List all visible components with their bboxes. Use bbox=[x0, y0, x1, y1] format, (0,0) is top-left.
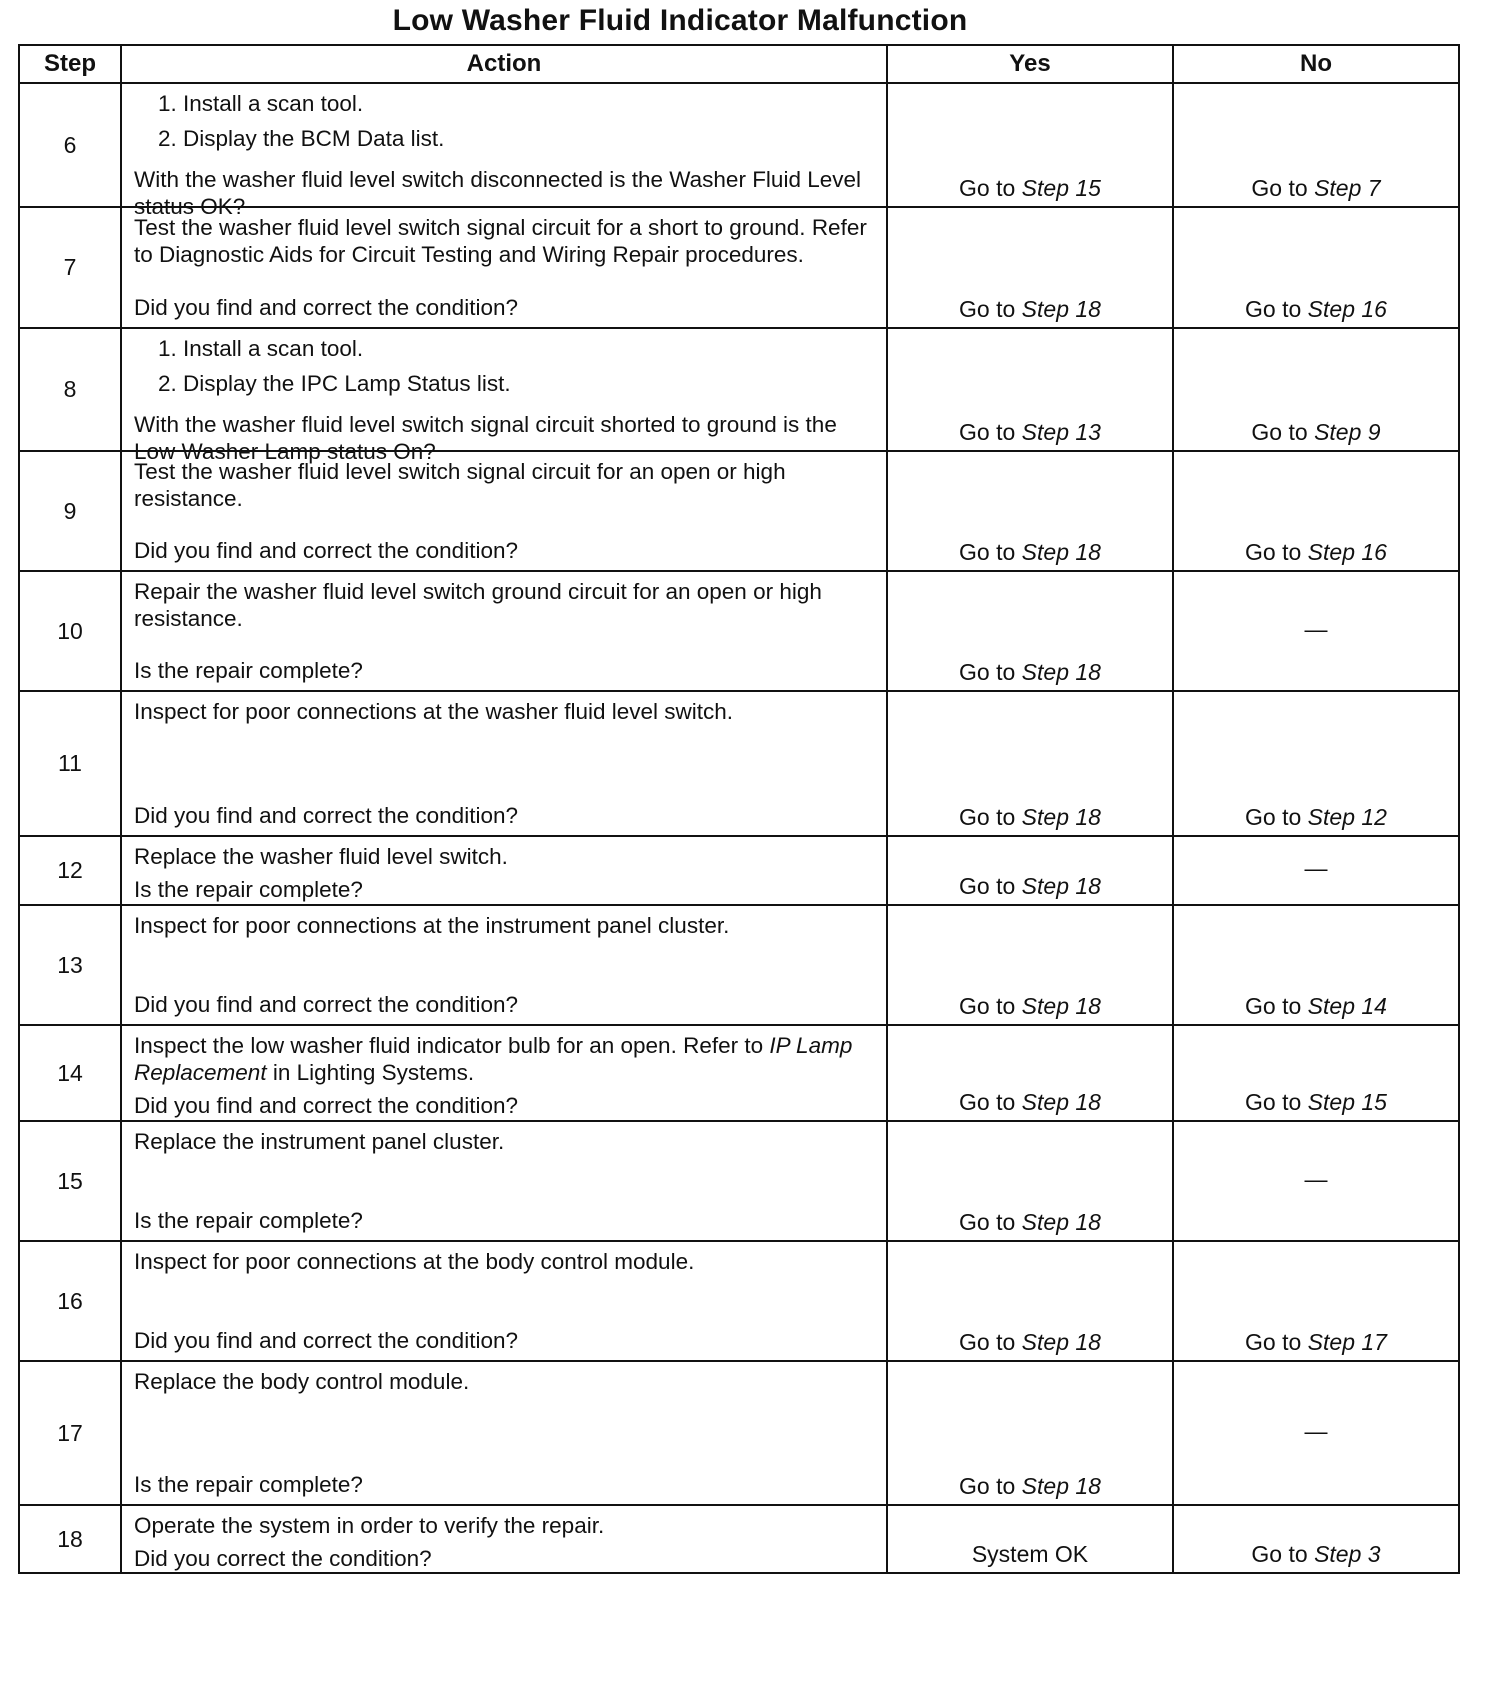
step-number-text: 11 bbox=[58, 750, 82, 776]
action-instructions bbox=[134, 335, 874, 405]
go-to-reference bbox=[959, 993, 1101, 1019]
numbered-step: 2. Display the IPC Lamp Status list. bbox=[158, 371, 511, 396]
action-cell bbox=[121, 905, 887, 1025]
dash-mark: — bbox=[1304, 1165, 1328, 1192]
action-cell bbox=[121, 571, 887, 691]
yes-outcome bbox=[887, 207, 1173, 328]
step-number-text: 17 bbox=[57, 1419, 83, 1446]
table-row bbox=[19, 328, 1459, 451]
question-text: With the washer fluid level switch signal circuit shorted to ground is the Low Washer Lamp status On? bbox=[134, 412, 837, 464]
go-to-label: Go to bbox=[1245, 1089, 1302, 1115]
step-reference: Step 18 bbox=[1021, 1329, 1101, 1355]
action-content bbox=[134, 698, 874, 829]
table-row bbox=[19, 691, 1459, 836]
go-to-label: Go to bbox=[1251, 1541, 1308, 1567]
step-reference: Step 18 bbox=[1021, 1209, 1101, 1235]
go-to-label: Go to bbox=[959, 1209, 1016, 1235]
question-text: Is the repair complete? bbox=[134, 1472, 363, 1497]
action-instructions bbox=[134, 1512, 874, 1539]
yes-outcome bbox=[887, 1361, 1173, 1505]
step-reference: Step 18 bbox=[1021, 1473, 1101, 1499]
diagnostic-table bbox=[18, 44, 1460, 1574]
no-outcome bbox=[1173, 1361, 1459, 1505]
action-instructions bbox=[134, 214, 874, 268]
go-to-reference bbox=[1251, 419, 1380, 445]
action-cell bbox=[121, 1121, 887, 1241]
step-number bbox=[19, 207, 121, 328]
go-to-label: Go to bbox=[959, 659, 1016, 685]
question-text: Did you find and correct the condition? bbox=[134, 295, 518, 320]
step-number bbox=[19, 836, 121, 905]
action-instructions bbox=[134, 90, 874, 160]
no-outcome bbox=[1173, 836, 1459, 905]
step-reference: Step 18 bbox=[1021, 1089, 1101, 1115]
action-content bbox=[134, 214, 874, 321]
question-text: Is the repair complete? bbox=[134, 877, 363, 902]
question-text: With the washer fluid level switch disconnected is the Washer Fluid Level status OK? bbox=[134, 167, 861, 219]
go-to-reference bbox=[1245, 539, 1387, 565]
instruction-text: Operate the system in order to verify the repair. bbox=[134, 1513, 605, 1538]
go-to-label: Go to bbox=[959, 993, 1016, 1019]
instruction-text-part: in Lighting Systems. bbox=[266, 1060, 475, 1085]
no-outcome bbox=[1173, 1505, 1459, 1573]
go-to-reference bbox=[1245, 296, 1387, 322]
go-to-reference bbox=[959, 1209, 1101, 1235]
instruction-text: Inspect for poor connections at the washer fluid level switch. bbox=[134, 699, 734, 724]
step-number bbox=[19, 1025, 121, 1121]
question-text: Did you correct the condition? bbox=[134, 1546, 432, 1571]
yes-outcome bbox=[887, 1121, 1173, 1241]
action-cell bbox=[121, 691, 887, 836]
go-to-label: Go to bbox=[1251, 175, 1308, 201]
go-to-reference bbox=[959, 873, 1101, 899]
action-cell bbox=[121, 836, 887, 905]
no-outcome bbox=[1173, 1121, 1459, 1241]
question-text: Did you find and correct the condition? bbox=[134, 803, 518, 828]
table-row bbox=[19, 207, 1459, 328]
go-to-label: Go to bbox=[959, 1329, 1016, 1355]
step-number-text: 6 bbox=[63, 131, 77, 158]
step-number bbox=[19, 1241, 121, 1361]
go-to-label: Go to bbox=[1245, 993, 1302, 1019]
step-number-text: 14 bbox=[57, 1059, 83, 1086]
action-instructions bbox=[134, 1128, 874, 1155]
step-number-text: 7 bbox=[63, 254, 77, 280]
no-outcome bbox=[1173, 691, 1459, 836]
action-instructions bbox=[134, 1248, 874, 1275]
header-action: Action bbox=[121, 45, 887, 83]
step-reference: Step 16 bbox=[1307, 539, 1387, 565]
step-reference: Step 17 bbox=[1307, 1329, 1387, 1355]
go-to-label: Go to bbox=[1245, 296, 1302, 322]
step-reference: Step 18 bbox=[1021, 539, 1101, 565]
step-number bbox=[19, 905, 121, 1025]
go-to-label: Go to bbox=[1245, 804, 1302, 830]
go-to-reference bbox=[959, 539, 1101, 565]
go-to-reference bbox=[959, 1329, 1101, 1355]
action-cell bbox=[121, 1505, 887, 1573]
yes-outcome bbox=[887, 836, 1173, 905]
go-to-reference bbox=[959, 1473, 1101, 1499]
go-to-reference bbox=[1245, 1329, 1387, 1355]
step-number bbox=[19, 1505, 121, 1573]
instruction-text: Test the washer fluid level switch signal circuit for an open or high resistance. bbox=[134, 459, 786, 511]
action-cell bbox=[121, 207, 887, 328]
no-outcome bbox=[1173, 1241, 1459, 1361]
action-content bbox=[134, 1128, 874, 1234]
numbered-step: 1. Install a scan tool. bbox=[158, 91, 364, 116]
no-outcome bbox=[1173, 83, 1459, 207]
numbered-step: 1. Install a scan tool. bbox=[158, 336, 364, 361]
step-reference: Step 15 bbox=[1021, 175, 1101, 201]
table-row bbox=[19, 83, 1459, 207]
action-content bbox=[134, 1512, 874, 1571]
yes-outcome bbox=[887, 691, 1173, 836]
action-content bbox=[134, 912, 874, 1018]
step-reference: Step 18 bbox=[1021, 993, 1101, 1019]
no-outcome bbox=[1173, 571, 1459, 691]
go-to-label: Go to bbox=[959, 539, 1016, 565]
question-text: Did you find and correct the condition? bbox=[134, 992, 518, 1017]
instruction-text-part: Inspect the low washer fluid indicator bulb for an open. Refer to bbox=[134, 1033, 770, 1058]
go-to-label: Go to bbox=[959, 419, 1016, 445]
step-number bbox=[19, 1361, 121, 1505]
action-content bbox=[134, 335, 874, 464]
step-number-text: 12 bbox=[57, 857, 83, 883]
yes-outcome bbox=[887, 83, 1173, 207]
go-to-reference bbox=[1251, 1541, 1380, 1567]
step-number-text: 13 bbox=[57, 951, 83, 978]
step-reference: Step 15 bbox=[1307, 1089, 1387, 1115]
question-text: Did you find and correct the condition? bbox=[134, 1328, 518, 1353]
step-reference: Step 7 bbox=[1314, 175, 1381, 201]
go-to-reference bbox=[1251, 175, 1380, 201]
go-to-label: Go to bbox=[959, 804, 1016, 830]
action-cell bbox=[121, 83, 887, 219]
action-cell bbox=[121, 1241, 887, 1361]
instruction-text: Repair the washer fluid level switch ground circuit for an open or high resistance. bbox=[134, 579, 822, 631]
yes-outcome bbox=[887, 1505, 1173, 1573]
action-instructions bbox=[134, 1368, 874, 1395]
step-number-text: 10 bbox=[57, 617, 83, 644]
document-reference: IP Lamp Replacement bbox=[134, 1033, 853, 1085]
instruction-text bbox=[134, 1032, 874, 1086]
action-cell bbox=[121, 451, 887, 571]
go-to-label: Go to bbox=[1251, 419, 1308, 445]
instruction-text: Inspect for poor connections at the instrument panel cluster. bbox=[134, 913, 730, 938]
step-number bbox=[19, 83, 121, 207]
step-reference: Step 3 bbox=[1314, 1541, 1381, 1567]
action-content bbox=[134, 843, 874, 902]
go-to-label: Go to bbox=[959, 1089, 1016, 1115]
table-row bbox=[19, 571, 1459, 691]
action-instructions bbox=[134, 1032, 874, 1086]
go-to-reference bbox=[959, 804, 1101, 830]
instruction-text: Replace the body control module. bbox=[134, 1369, 470, 1394]
instruction-text: Replace the instrument panel cluster. bbox=[134, 1129, 505, 1154]
table-row bbox=[19, 905, 1459, 1025]
header-yes: Yes bbox=[887, 45, 1173, 83]
numbered-step: 2. Display the BCM Data list. bbox=[158, 126, 445, 151]
action-content bbox=[134, 578, 874, 684]
question-text: Did you find and correct the condition? bbox=[134, 1093, 518, 1118]
step-number bbox=[19, 571, 121, 691]
go-to-reference bbox=[959, 659, 1101, 685]
go-to-label: Go to bbox=[959, 873, 1016, 899]
outcome-text: System OK bbox=[971, 1541, 1089, 1567]
go-to-reference bbox=[959, 175, 1101, 201]
go-to-reference bbox=[1245, 1089, 1387, 1115]
step-reference: Step 12 bbox=[1307, 804, 1387, 830]
step-reference: Step 13 bbox=[1021, 419, 1101, 445]
action-instructions bbox=[134, 458, 874, 512]
go-to-label: Go to bbox=[1245, 539, 1302, 565]
action-cell bbox=[121, 1361, 887, 1505]
action-instructions bbox=[134, 843, 874, 870]
instruction-text: Replace the washer fluid level switch. bbox=[134, 844, 508, 869]
yes-outcome bbox=[887, 571, 1173, 691]
no-outcome bbox=[1173, 207, 1459, 328]
step-reference: Step 16 bbox=[1307, 296, 1387, 322]
action-cell bbox=[121, 328, 887, 464]
go-to-label: Go to bbox=[959, 1473, 1016, 1499]
go-to-label: Go to bbox=[959, 296, 1016, 322]
step-number-text: 9 bbox=[63, 497, 77, 524]
action-cell bbox=[121, 1025, 887, 1121]
question-text: Is the repair complete? bbox=[134, 658, 363, 683]
step-reference: Step 9 bbox=[1314, 419, 1381, 445]
no-outcome bbox=[1173, 1025, 1459, 1121]
yes-outcome bbox=[887, 1241, 1173, 1361]
dash-mark: — bbox=[1304, 615, 1328, 642]
step-reference: Step 18 bbox=[1021, 804, 1101, 830]
step-number bbox=[19, 691, 121, 836]
step-number-text: 8 bbox=[63, 376, 77, 402]
table-row bbox=[19, 1241, 1459, 1361]
yes-outcome bbox=[887, 905, 1173, 1025]
no-outcome bbox=[1173, 328, 1459, 451]
step-reference: Step 14 bbox=[1307, 993, 1387, 1019]
instruction-text: Test the washer fluid level switch signal circuit for a short to ground. Refer to Diagnostic Aids for Circuit Testing and Wiring Repair procedures. bbox=[134, 215, 867, 267]
go-to-label: Go to bbox=[959, 175, 1016, 201]
dash-mark: — bbox=[1304, 1417, 1328, 1444]
go-to-reference bbox=[959, 1089, 1101, 1115]
table-row bbox=[19, 1361, 1459, 1505]
action-content bbox=[134, 1032, 874, 1118]
table-row bbox=[19, 1505, 1459, 1573]
table-row bbox=[19, 451, 1459, 571]
action-content bbox=[134, 1248, 874, 1354]
table-row bbox=[19, 1025, 1459, 1121]
page-title: Low Washer Fluid Indicator Malfunction bbox=[392, 4, 968, 37]
action-content bbox=[134, 1368, 874, 1498]
action-content bbox=[134, 90, 874, 219]
step-reference: Step 18 bbox=[1021, 659, 1101, 685]
step-number bbox=[19, 451, 121, 571]
action-instructions bbox=[134, 912, 874, 939]
yes-outcome bbox=[887, 451, 1173, 571]
no-outcome bbox=[1173, 451, 1459, 571]
action-content bbox=[134, 458, 874, 564]
question-text: Did you find and correct the condition? bbox=[134, 538, 518, 563]
yes-outcome bbox=[887, 1025, 1173, 1121]
step-number bbox=[19, 1121, 121, 1241]
header-row bbox=[19, 45, 1459, 83]
step-number-text: 16 bbox=[57, 1287, 83, 1314]
step-number-text: 15 bbox=[57, 1167, 83, 1194]
dash-mark: — bbox=[1304, 855, 1328, 881]
go-to-reference bbox=[1245, 804, 1387, 830]
header-no: No bbox=[1173, 45, 1459, 83]
step-number-text: 18 bbox=[57, 1525, 83, 1552]
go-to-reference bbox=[1245, 993, 1387, 1019]
go-to-reference bbox=[959, 296, 1101, 322]
step-reference: Step 18 bbox=[1021, 873, 1101, 899]
question-text: Is the repair complete? bbox=[134, 1208, 363, 1233]
table-row bbox=[19, 836, 1459, 905]
step-reference: Step 18 bbox=[1021, 296, 1101, 322]
no-outcome bbox=[1173, 905, 1459, 1025]
instruction-text: Inspect for poor connections at the body control module. bbox=[134, 1249, 695, 1274]
action-instructions bbox=[134, 578, 874, 632]
go-to-label: Go to bbox=[1245, 1329, 1302, 1355]
go-to-reference bbox=[959, 419, 1101, 445]
table-row bbox=[19, 1121, 1459, 1241]
step-number bbox=[19, 328, 121, 451]
action-instructions bbox=[134, 698, 874, 725]
yes-outcome bbox=[887, 328, 1173, 451]
header-step: Step bbox=[19, 45, 121, 83]
